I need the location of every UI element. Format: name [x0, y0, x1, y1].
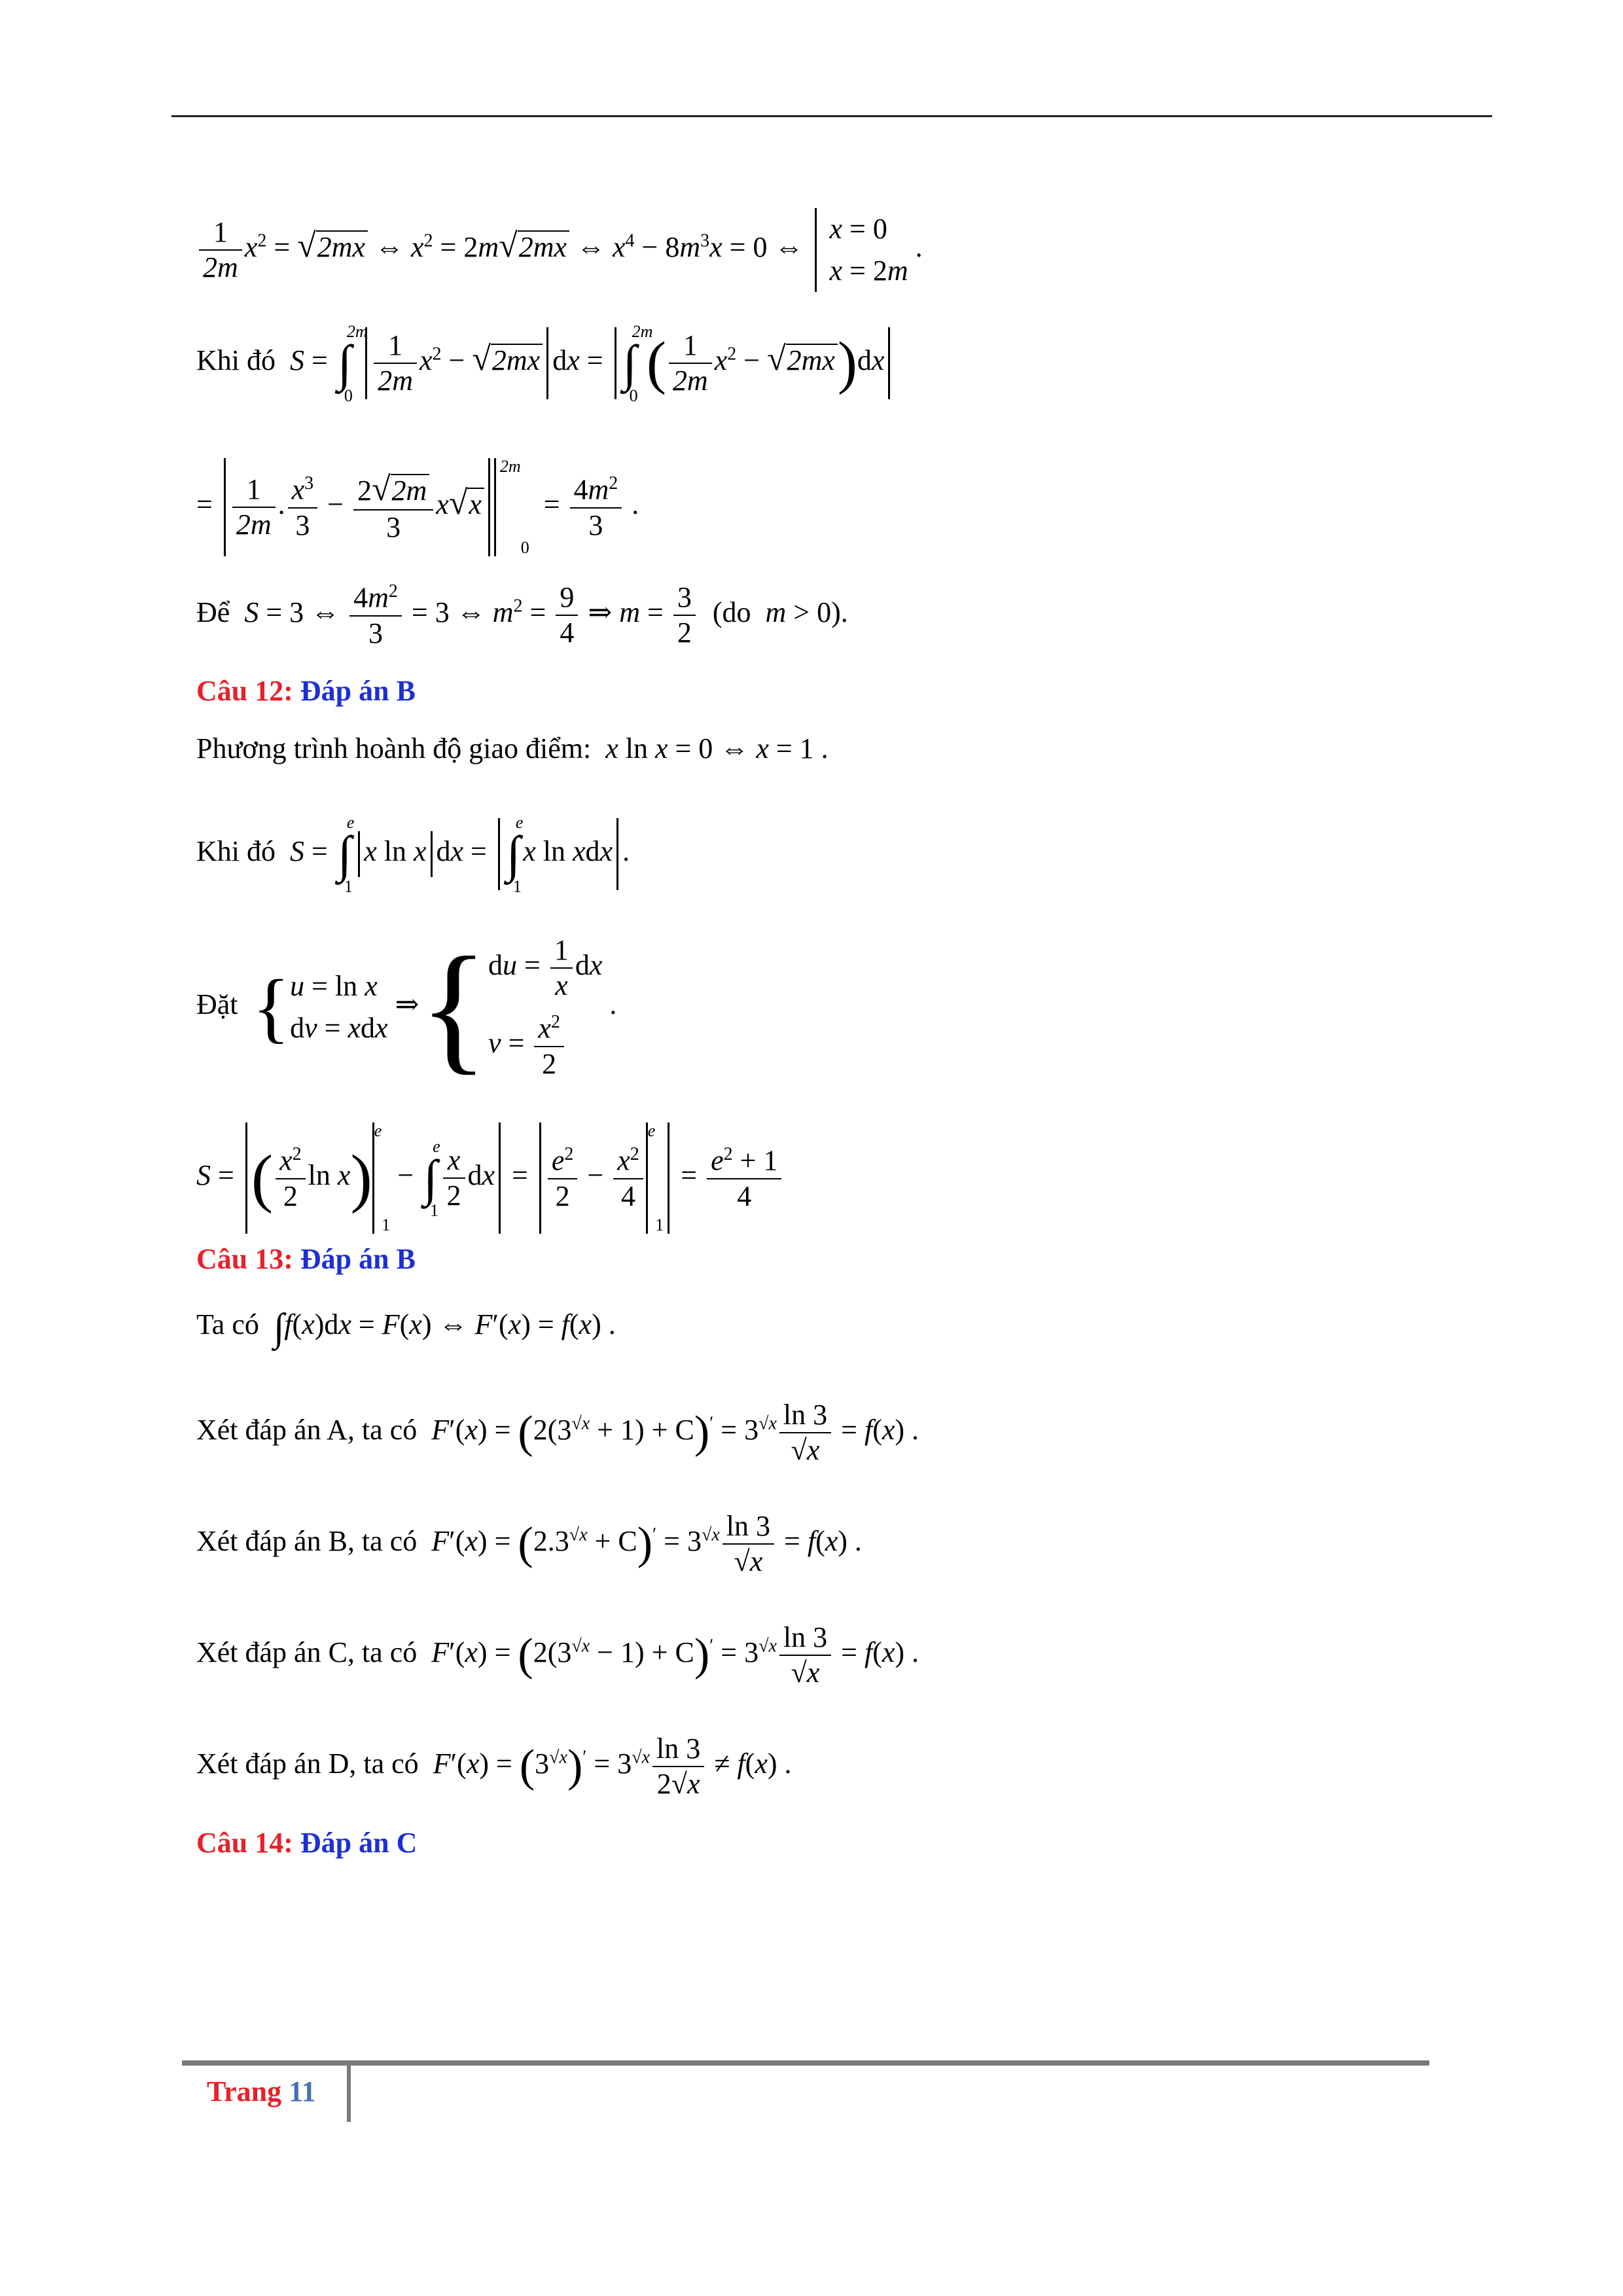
text-khi-do: Khi đó	[196, 344, 276, 377]
text-xet-a: Xét đáp án A, ta có	[196, 1414, 418, 1446]
equation-intersection: $\frac{1}{2m}$ $x^2 = √2mx$ ⇔ $x^2 = 2m√2mx$ ⇔ $x^4 - 8m^3x = 0$ ⇔ x = 0 x = 2m .	[196, 208, 923, 292]
heading-cau-13: Câu 13: Đáp án B	[196, 1243, 416, 1275]
footer-label: Trang	[207, 2075, 282, 2108]
equation-area-result: = $\frac{1}{2m}$ . $\frac{x^3}{3}$ − $\frac{2√2m}{3}$ $x√x^{2m}0$ = $\frac{4m^2}{3}$ .	[196, 457, 639, 557]
text-dat: Đặt	[196, 988, 238, 1020]
footer-divider	[347, 2066, 351, 2122]
equation-area-integral: Khi đó S = ∫ 2m 0 $\frac{1}{2m}$ $x^2 - √2mx$ dx = ∫ 2m 0 ( $\frac{1}{2m}$ $x^2 - √2mx)dx$	[196, 327, 894, 399]
equation-option-c: Xét đáp án C, ta có $F'(x) = (2(3^{√x} - 1) + C)' = 3^{√x}$ $\frac{\ln 3}{√x}$ = f(x) .	[196, 1621, 919, 1689]
text-pt-hoanh-do: Phương trình hoành độ giao điểm:	[196, 732, 592, 764]
text-de: Để	[196, 596, 230, 628]
page-footer	[207, 2075, 316, 2108]
equation-option-d: Xét đáp án D, ta có $F'(x) = (3^{√x})' = 3^{√x}$ $\frac{\ln 3}{2√x}$ ≠ f(x) .	[196, 1732, 792, 1800]
equation-antiderivative-def: Ta có ∫f(x)dx = F(x) ⇔ F′(x) = f(x) .	[196, 1306, 616, 1349]
equation-substitution: Đặt { u = ln x dv = xdx ⇒{ du = $\frac{1}{x}$ dx v = $\frac{x^2}{2}$ .	[196, 927, 617, 1087]
text-do-m: (do	[712, 596, 751, 628]
equation-intersection-2: Phương trình hoành độ giao điểm: x ln x = 0 ⇔ x = 1 .	[196, 732, 829, 764]
heading-cau-14: Câu 14: Đáp án C	[196, 1827, 418, 1859]
equation-area-2: Khi đó S = ∫ e 1 x ln x dx = ∫ e 1 x ln xdx .	[196, 813, 630, 896]
equation-option-a: Xét đáp án A, ta có $F'(x) = (2(3^{√x} + 1) + C)' = 3^{√x}$ $\frac{\ln 3}{√x}$ = f(x) .	[196, 1399, 919, 1466]
text-xet-d: Xét đáp án D, ta có	[196, 1748, 419, 1780]
page-number: 11	[289, 2075, 316, 2108]
text-xet-c: Xét đáp án C, ta có	[196, 1636, 418, 1669]
text-ta-co: Ta có	[196, 1308, 259, 1341]
heading-cau-12: Câu 12: Đáp án B	[196, 675, 416, 707]
footer-rule	[182, 2060, 1429, 2066]
top-rule	[171, 115, 1492, 117]
equation-integration-by-parts: S = ( $\frac{x^2}{2}$ ln x)$^e$1 − ∫ e 1 $\frac{x}{2}$ dx = $\frac{e^2}{2}$ − $\frac{x^2}{4}$ $^e$1 = $\frac{e^2 + 1}{4}$	[196, 1122, 784, 1234]
text-xet-b: Xét đáp án B, ta có	[196, 1525, 418, 1558]
equation-solve-m: Để S = 3 ⇔ $\frac{4m^2}{3}$ = 3 ⇔ $m^2$ = $\frac{9}{4}$ ⇒ m = $\frac{3}{2}$ (do m > 0).	[196, 581, 848, 649]
equation-option-b: Xét đáp án B, ta có $F'(x) = (2.3^{√x} + C)' = 3^{√x}$ $\frac{\ln 3}{√x}$ = f(x) .	[196, 1510, 862, 1577]
